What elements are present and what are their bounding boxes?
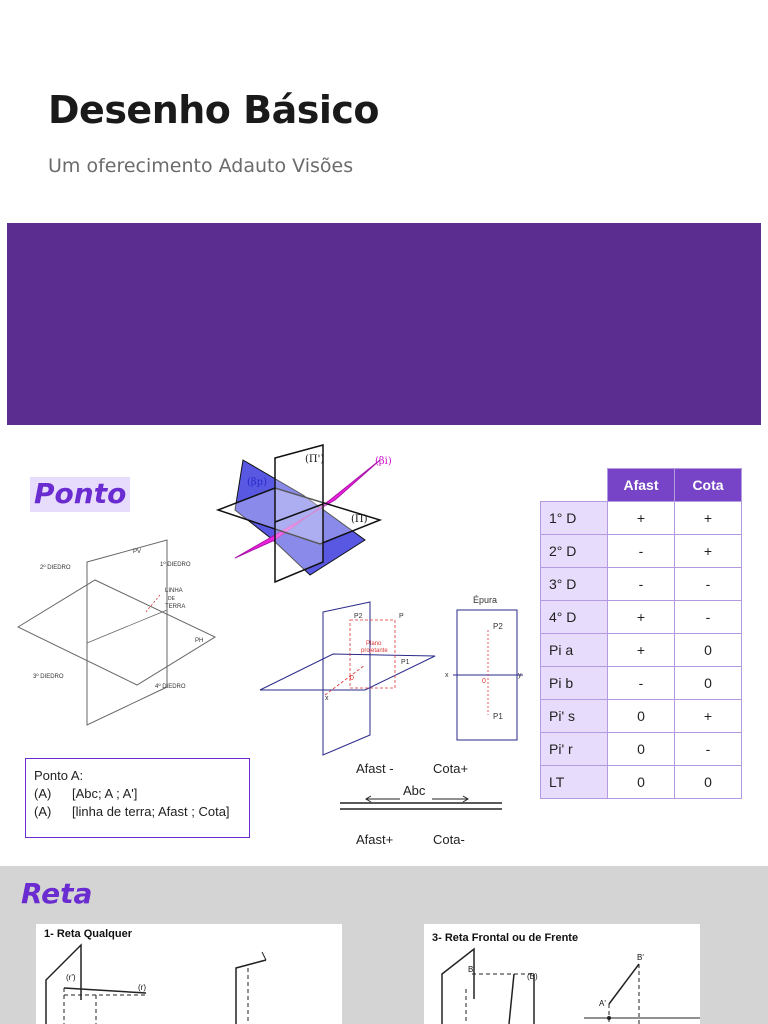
ponto-info-box — [25, 758, 250, 838]
table-header-cell: Cota — [675, 469, 742, 502]
table-cell: + — [675, 535, 742, 568]
table-row — [541, 601, 742, 634]
projetante-label: projetante — [361, 648, 388, 654]
table-row-label: 2° D — [541, 535, 608, 568]
epura-zero-label: 0 — [482, 678, 486, 685]
reta-qualquer-drawing — [36, 940, 342, 1024]
reta-frontal-panel — [424, 924, 700, 1024]
document-title: Desenho Básico — [48, 88, 380, 132]
epura-x-label: x — [445, 672, 449, 679]
table-cell: 0 — [675, 766, 742, 799]
table-row-label: Pi' s — [541, 700, 608, 733]
table-row — [541, 733, 742, 766]
diedros-table — [540, 468, 742, 799]
table-cell: 0 — [675, 634, 742, 667]
table-row-label: 1° D — [541, 502, 608, 535]
diedros-figure — [15, 535, 220, 730]
epura-y-label: y — [518, 672, 522, 679]
terra-label: TERRA — [165, 604, 186, 610]
table-cell: + — [675, 700, 742, 733]
table-row-label: Pi a — [541, 634, 608, 667]
table-cell: + — [608, 634, 675, 667]
cota-plus-label: Cota+ — [433, 761, 469, 776]
de-label: DE — [168, 596, 175, 602]
info-box-title: Ponto A: — [34, 768, 84, 783]
table-row — [541, 568, 742, 601]
table-cell: 0 — [675, 667, 742, 700]
ph-label: PH — [195, 638, 204, 644]
purple-banner — [7, 223, 761, 425]
r-label: (r) — [138, 983, 146, 992]
second-diedro-label: 2º DIEDRO — [40, 565, 71, 571]
bisector-planes-figure — [215, 440, 395, 590]
table-cell: 0 — [608, 733, 675, 766]
table-row — [541, 535, 742, 568]
table-header-cell: Afast — [608, 469, 675, 502]
table-header-row — [541, 469, 742, 502]
reta-qualquer-panel — [36, 924, 342, 1024]
x-axis-label: x — [325, 695, 329, 702]
table-row — [541, 700, 742, 733]
reta-qualquer-caption: 1- Reta Qualquer — [44, 928, 133, 940]
beta-i-label: (βi) — [375, 456, 392, 467]
ponto-section-label: Ponto — [30, 477, 130, 512]
reta-section-label: Reta — [17, 877, 96, 912]
table-cell: - — [608, 568, 675, 601]
table-row-label: LT — [541, 766, 608, 799]
zero-label: 0 — [350, 675, 354, 682]
r-prime-label: (r') — [66, 973, 76, 982]
plano-label: Plano — [366, 641, 382, 647]
third-diedro-label: 3º DIEDRO — [33, 674, 64, 680]
b-prime-epura-label: B' — [637, 953, 644, 962]
b-prime-label: B' — [468, 965, 475, 974]
table-row-label: Pi' r — [541, 733, 608, 766]
table-cell: - — [608, 535, 675, 568]
table-cell: - — [675, 601, 742, 634]
pi-label: (Π) — [351, 514, 368, 525]
epura-title: Épura — [473, 595, 498, 605]
info-row — [34, 785, 241, 803]
table-row-label: 4° D — [541, 601, 608, 634]
fourth-diedro-label: 4º DIEDRO — [155, 684, 186, 690]
p2-label: P2 — [354, 613, 363, 620]
b-label: (B) — [527, 972, 538, 981]
pv-label: PV — [133, 549, 142, 555]
projection-figure — [255, 590, 530, 760]
afast-plus-label: Afast+ — [356, 832, 394, 847]
abc-label: Abc — [403, 783, 426, 798]
table-cell: - — [675, 568, 742, 601]
table-cell: + — [675, 502, 742, 535]
document-subtitle: Um oferecimento Adauto Visões — [48, 155, 354, 177]
table-row-label: Pi b — [541, 667, 608, 700]
first-diedro-label: 1º DIEDRO — [160, 562, 191, 568]
table-row — [541, 766, 742, 799]
reta-frontal-drawing — [424, 944, 700, 1024]
table-cell: 0 — [608, 700, 675, 733]
table-cell: 0 — [608, 766, 675, 799]
epura-p2-label: P2 — [493, 622, 503, 631]
p1-label: P1 — [401, 659, 410, 666]
reta-frontal-caption: 3- Reta Frontal ou de Frente — [432, 932, 579, 944]
epura-p1-label: P1 — [493, 712, 503, 721]
info-row-text: [Abc; A ; A'] — [72, 786, 138, 801]
table-cell: - — [675, 733, 742, 766]
ground-line-arrows — [338, 795, 504, 815]
table-header-cell — [541, 469, 608, 502]
table-row-label: 3° D — [541, 568, 608, 601]
p-label: P — [399, 613, 404, 620]
info-row-text: [linha de terra; Afast ; Cota] — [72, 804, 230, 819]
cota-minus-label: Cota- — [433, 832, 465, 847]
beta-p-label: (βp) — [247, 477, 267, 488]
table-cell: - — [608, 667, 675, 700]
linha-label: LINHA — [165, 588, 183, 594]
table-cell: + — [608, 601, 675, 634]
table-row — [541, 502, 742, 535]
pi-prime-label: (Π') — [305, 454, 325, 465]
info-row-label: (A) — [34, 786, 52, 801]
table-row — [541, 667, 742, 700]
a-prime-label: A' — [599, 999, 606, 1008]
table-cell: + — [608, 502, 675, 535]
info-row — [34, 803, 241, 821]
table-row — [541, 634, 742, 667]
afast-minus-label: Afast - — [356, 761, 394, 776]
info-row-label: (A) — [34, 804, 52, 819]
